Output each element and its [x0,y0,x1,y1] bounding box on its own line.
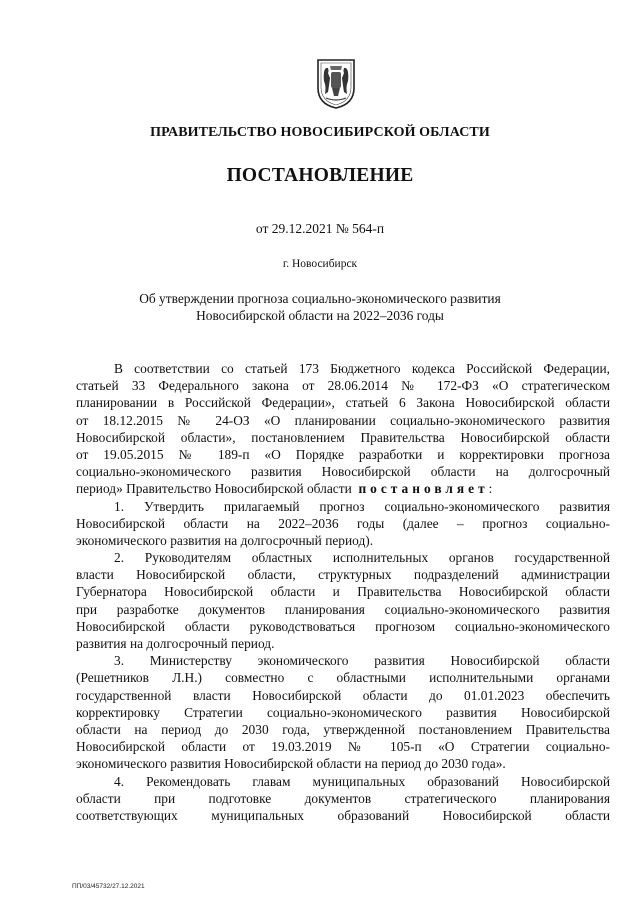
body-line: корректировку Стратегии социально-экономического развития Новосибирской [76,704,610,720]
document-subject [80,290,560,324]
body-line: Новосибирской области руководствоваться прогнозом социально-экономического [76,618,610,634]
subject-line: Новосибирской области на 2022–2036 годы [196,308,444,323]
body-line: В соответствии со статьей 173 Бюджетного кодекса Российской Федерации, [114,361,610,376]
body-line: области на период до 2030 года, утвержденной постановлением Правительства [76,721,610,737]
body-line: Новосибирской области на 2022–2036 годы (далее – прогноз социально- [76,515,610,531]
body-line: от 19.05.2015 № 189-п «О Порядке разработки и корректировки прогноза [76,446,610,462]
body-line: (Решетников Л.Н.) совместно с областными исполнительными органами [76,670,610,686]
document-body [76,360,610,824]
body-line: 3. Министерству экономического развития Новосибирской области [114,653,610,669]
body-line: власти Новосибирской области, структурных подразделений администрации [76,567,610,583]
body-line: 2. Руководителям областных исполнительных органов государственной [114,550,610,566]
government-name: ПРАВИТЕЛЬСТВО НОВОСИБИРСКОЙ ОБЛАСТИ [150,125,490,140]
body-line: социально-экономического развития Новосибирской области на долгосрочный [76,464,610,480]
coat-of-arms-icon [316,58,356,110]
body-line: области при подготовке документов стратегического планирования [76,790,610,806]
body-line: 4. Рекомендовать главам муниципальных образований Новосибирской [114,773,610,789]
decree-colon: : [488,481,493,497]
body-line: период» Правительство Новосибирской области [76,481,352,497]
body-line: соответствующих муниципальных образований Новосибирской области [76,807,610,823]
body-line: развития на долгосрочный период. [76,636,275,651]
body-line-decree [76,480,610,497]
body-line: Новосибирской области от 19.03.2019 № 105-п «О Стратегии социально- [76,739,610,755]
body-line: Губернатора Новосибирской области и Правительства Новосибирской области [76,584,610,600]
body-line: планировании в Российской Федерации», статьей 6 Закона Новосибирской области [76,395,610,411]
subject-line: Об утверждении прогноза социально-экономического развития [139,291,501,306]
decree-word: постановляет [358,481,489,497]
footer-code: ПП/03/45732/27.12.2021 [72,883,145,890]
body-line: при разработке документов планирования социально-экономического развития [76,601,610,617]
document-type: ПОСТАНОВЛЕНИЕ [226,165,414,186]
body-line: экономического развития Новосибирской области на период до 2030 года». [76,756,506,772]
body-line: Новосибирской области», постановлением Правительства Новосибирской области [76,429,610,445]
city: г. Новосибирск [282,258,358,270]
body-line: 1. Утвердить прилагаемый прогноз социально-экономического развития [114,498,610,514]
date-and-number: от 29.12.2021 № 564-п [255,221,385,236]
body-line: государственной власти Новосибирской области до 01.01.2023 обеспечить [76,687,610,703]
body-line: экономического развития на долгосрочный период). [76,532,374,548]
body-line: от 18.12.2015 № 24-ОЗ «О планировании социально-экономического развития [76,412,610,428]
body-line: статьей 33 Федерального закона от 28.06.2014 № 172-ФЗ «О стратегическом [76,378,610,394]
